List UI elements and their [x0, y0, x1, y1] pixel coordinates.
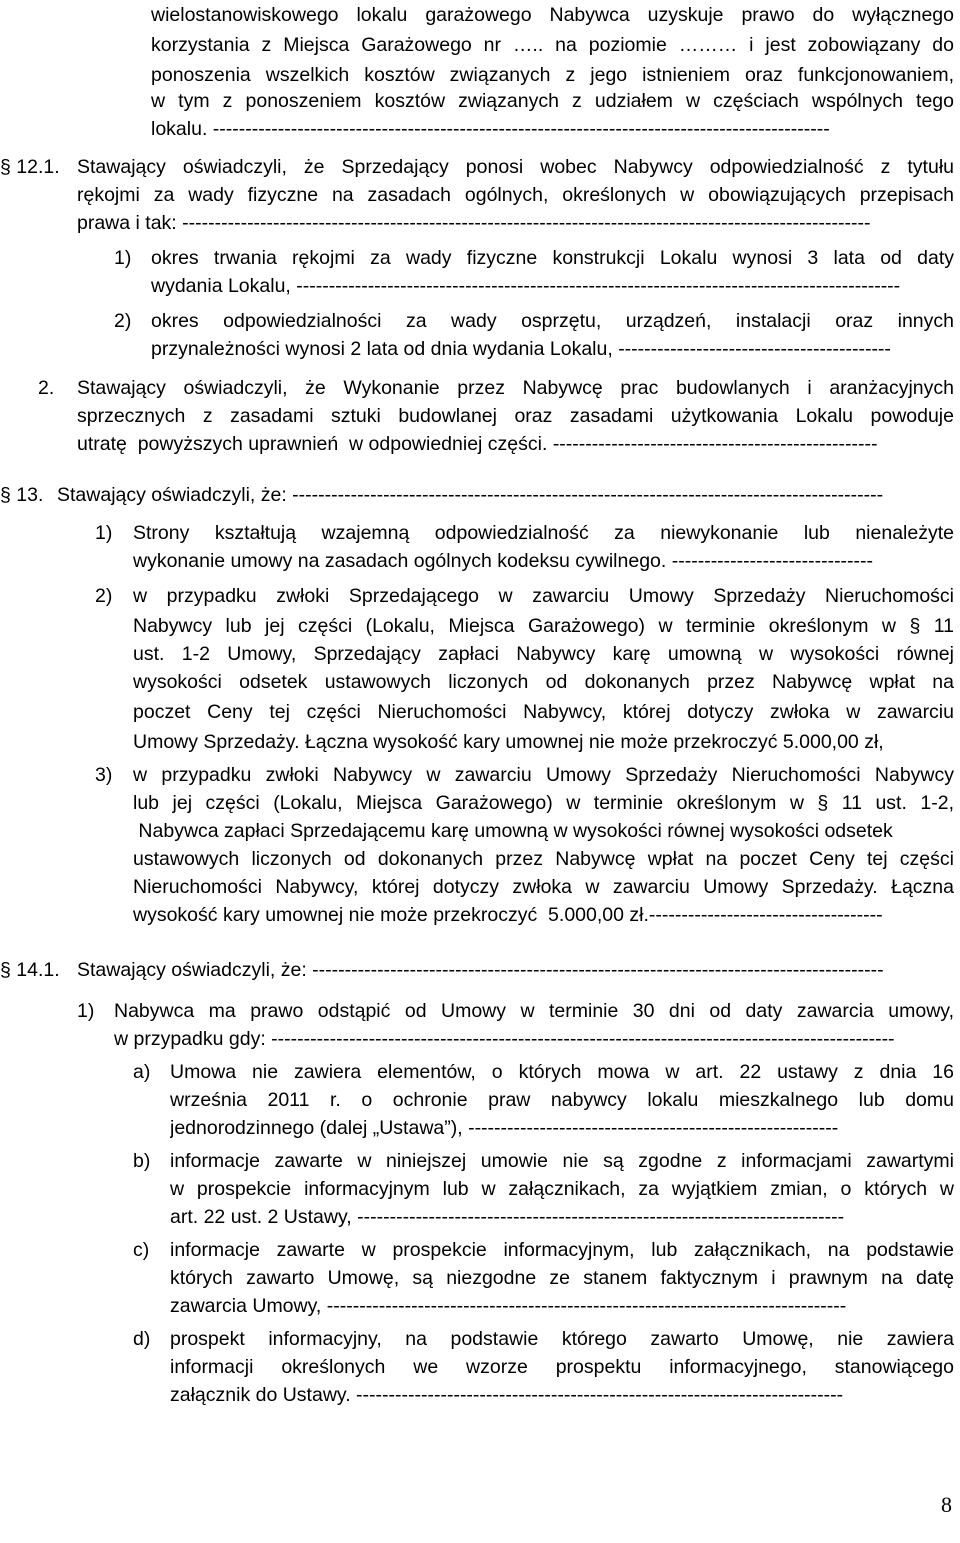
item-line: wydania Lokalu, ---------------------------------------------------------------------------------------------: [151, 275, 901, 297]
paragraph-line: Stawający oświadczyli, że: -------------------------------------------------------------------------------------------: [57, 484, 884, 506]
subitem-line: jednorodzinnego (dalej „Ustawa”), ---------------------------------------------------------: [170, 1117, 839, 1139]
intro-line: korzystania z Miejsca Garażowego nr ….. na poziomie ……… i jest zobowiązany do: [151, 34, 954, 56]
intro-line: ponoszenia wszelkich kosztów związanych z jego istnieniem oraz funkcjonowaniem,: [151, 64, 954, 86]
subitem-line: art. 22 ust. 2 Ustawy, ---------------------------------------------------------------------------: [170, 1206, 845, 1228]
subitem-line: załącznik do Ustawy. ---------------------------------------------------------------------------: [170, 1384, 844, 1406]
item-line: poczet Ceny tej części Nieruchomości Nabywcy, której dotyczy zwłoka w zawarciu: [133, 701, 954, 723]
item-number: 1): [77, 1000, 95, 1022]
item-number: 1): [114, 247, 132, 269]
intro-line: w tym z ponoszeniem kosztów związanych z udziałem w częściach wspólnych tego: [151, 90, 954, 112]
paragraph-line: rękojmi za wady fizyczne na zasadach ogólnych, określonych w obowiązujących przepisach: [77, 184, 954, 206]
section-heading-12-1: § 12.1.: [0, 156, 60, 178]
subitem-line: informacji określonych we wzorze prospektu informacyjnego, stanowiącego: [170, 1356, 954, 1378]
item-number: 2): [95, 585, 113, 607]
paragraph-line: Stawający oświadczyli, że Wykonanie przez Nabywcę prac budowlanych i aranżacyjnych: [77, 377, 954, 399]
item-line: wysokość kary umownej nie może przekroczyć 5.000,00 zł.------------------------------------: [133, 904, 883, 926]
item-number: 2): [114, 310, 132, 332]
subitem-letter: b): [133, 1150, 151, 1172]
item-line: Nabywca ma prawo odstąpić od Umowy w terminie 30 dni od daty zawarcia umowy,: [114, 1000, 954, 1022]
paragraph-line: Stawający oświadczyli, że: ----------------------------------------------------------------------------------------: [77, 959, 884, 981]
subitem-line: prospekt informacyjny, na podstawie którego zawarto Umowę, nie zawiera: [170, 1328, 954, 1350]
paragraph-line: Stawający oświadczyli, że Sprzedający ponosi wobec Nabywcy odpowiedzialność z tytułu: [77, 156, 954, 178]
item-line: wysokości odsetek ustawowych liczonych od dokonanych przez Nabywcę wpłat na: [133, 671, 954, 693]
item-line: w przypadku gdy: ------------------------------------------------------------------------------------------------: [114, 1028, 895, 1050]
subitem-letter: a): [133, 1061, 151, 1083]
subitem-line: zawarcia Umowy, --------------------------------------------------------------------------------: [170, 1295, 847, 1317]
item-line: ustawowych liczonych od dokonanych przez Nabywcę wpłat na poczet Ceny tej części: [133, 848, 954, 870]
item-line: okres odpowiedzialności za wady osprzętu, urządzeń, instalacji oraz innych: [151, 310, 954, 332]
item-number: 1): [95, 522, 113, 544]
item-line: ust. 1-2 Umowy, Sprzedający zapłaci Nabywcy karę umowną w wysokości równej: [133, 643, 954, 665]
paragraph-number: 2.: [38, 377, 55, 399]
item-number: 3): [95, 764, 113, 786]
subitem-line: września 2011 r. o ochronie praw nabywcy lokalu mieszkalnego lub domu: [170, 1089, 954, 1111]
item-line: Nabywca zapłaci Sprzedającemu karę umowną w wysokości równej wysokości odsetek: [133, 820, 893, 842]
intro-line: lokalu. -----------------------------------------------------------------------------------------------: [151, 118, 830, 140]
page-number: 8: [941, 1492, 952, 1517]
item-line: Nieruchomości Nabywcy, której dotyczy zwłoka w zawarciu Umowy Sprzedaży. Łączna: [133, 876, 954, 898]
paragraph-line: utratę powyższych uprawnień w odpowiedniej części. --------------------------------------------------: [77, 433, 878, 455]
item-line: przynależności wynosi 2 lata od dnia wydania Lokalu, ------------------------------------------: [151, 338, 891, 360]
section-heading-14-1: § 14.1.: [0, 959, 60, 981]
item-line: lub jej części (Lokalu, Miejsca Garażowego) w terminie określonym w § 11 ust. 1-2,: [133, 792, 954, 814]
item-line: w przypadku zwłoki Nabywcy w zawarciu Umowy Sprzedaży Nieruchomości Nabywcy: [133, 764, 954, 786]
item-line: okres trwania rękojmi za wady fizyczne konstrukcji Lokalu wynosi 3 lata od daty: [151, 247, 954, 269]
item-line: Nabywcy lub jej części (Lokalu, Miejsca Garażowego) w terminie określonym w § 11: [133, 615, 954, 637]
item-line: wykonanie umowy na zasadach ogólnych kodeksu cywilnego. -------------------------------: [133, 550, 874, 572]
item-line: w przypadku zwłoki Sprzedającego w zawarciu Umowy Sprzedaży Nieruchomości: [133, 585, 954, 607]
paragraph-line: prawa i tak: ----------------------------------------------------------------------------------------------------------: [77, 212, 871, 234]
subitem-letter: c): [133, 1239, 150, 1261]
paragraph-line: sprzecznych z zasadami sztuki budowlanej oraz zasadami użytkowania Lokalu powoduje: [77, 405, 954, 427]
item-line: Strony kształtują wzajemną odpowiedzialność za niewykonanie lub nienależyte: [133, 522, 954, 544]
subitem-line: w prospekcie informacyjnym lub w załącznikach, za wyjątkiem zmian, o których w: [170, 1178, 954, 1200]
subitem-line: informacje zawarte w prospekcie informacyjnym, lub załącznikach, na podstawie: [170, 1239, 954, 1261]
subitem-line: których zawarto Umowę, są niezgodne ze stanem faktycznym i prawnym na datę: [170, 1267, 954, 1289]
subitem-letter: d): [133, 1328, 151, 1350]
section-heading-13: § 13.: [0, 484, 44, 506]
item-line: Umowy Sprzedaży. Łączna wysokość kary umownej nie może przekroczyć 5.000,00 zł,: [133, 731, 884, 753]
subitem-line: informacje zawarte w niniejszej umowie nie są zgodne z informacjami zawartymi: [170, 1150, 954, 1172]
intro-line: wielostanowiskowego lokalu garażowego Nabywca uzyskuje prawo do wyłącznego: [151, 4, 954, 26]
subitem-line: Umowa nie zawiera elementów, o których mowa w art. 22 ustawy z dnia 16: [170, 1061, 954, 1083]
